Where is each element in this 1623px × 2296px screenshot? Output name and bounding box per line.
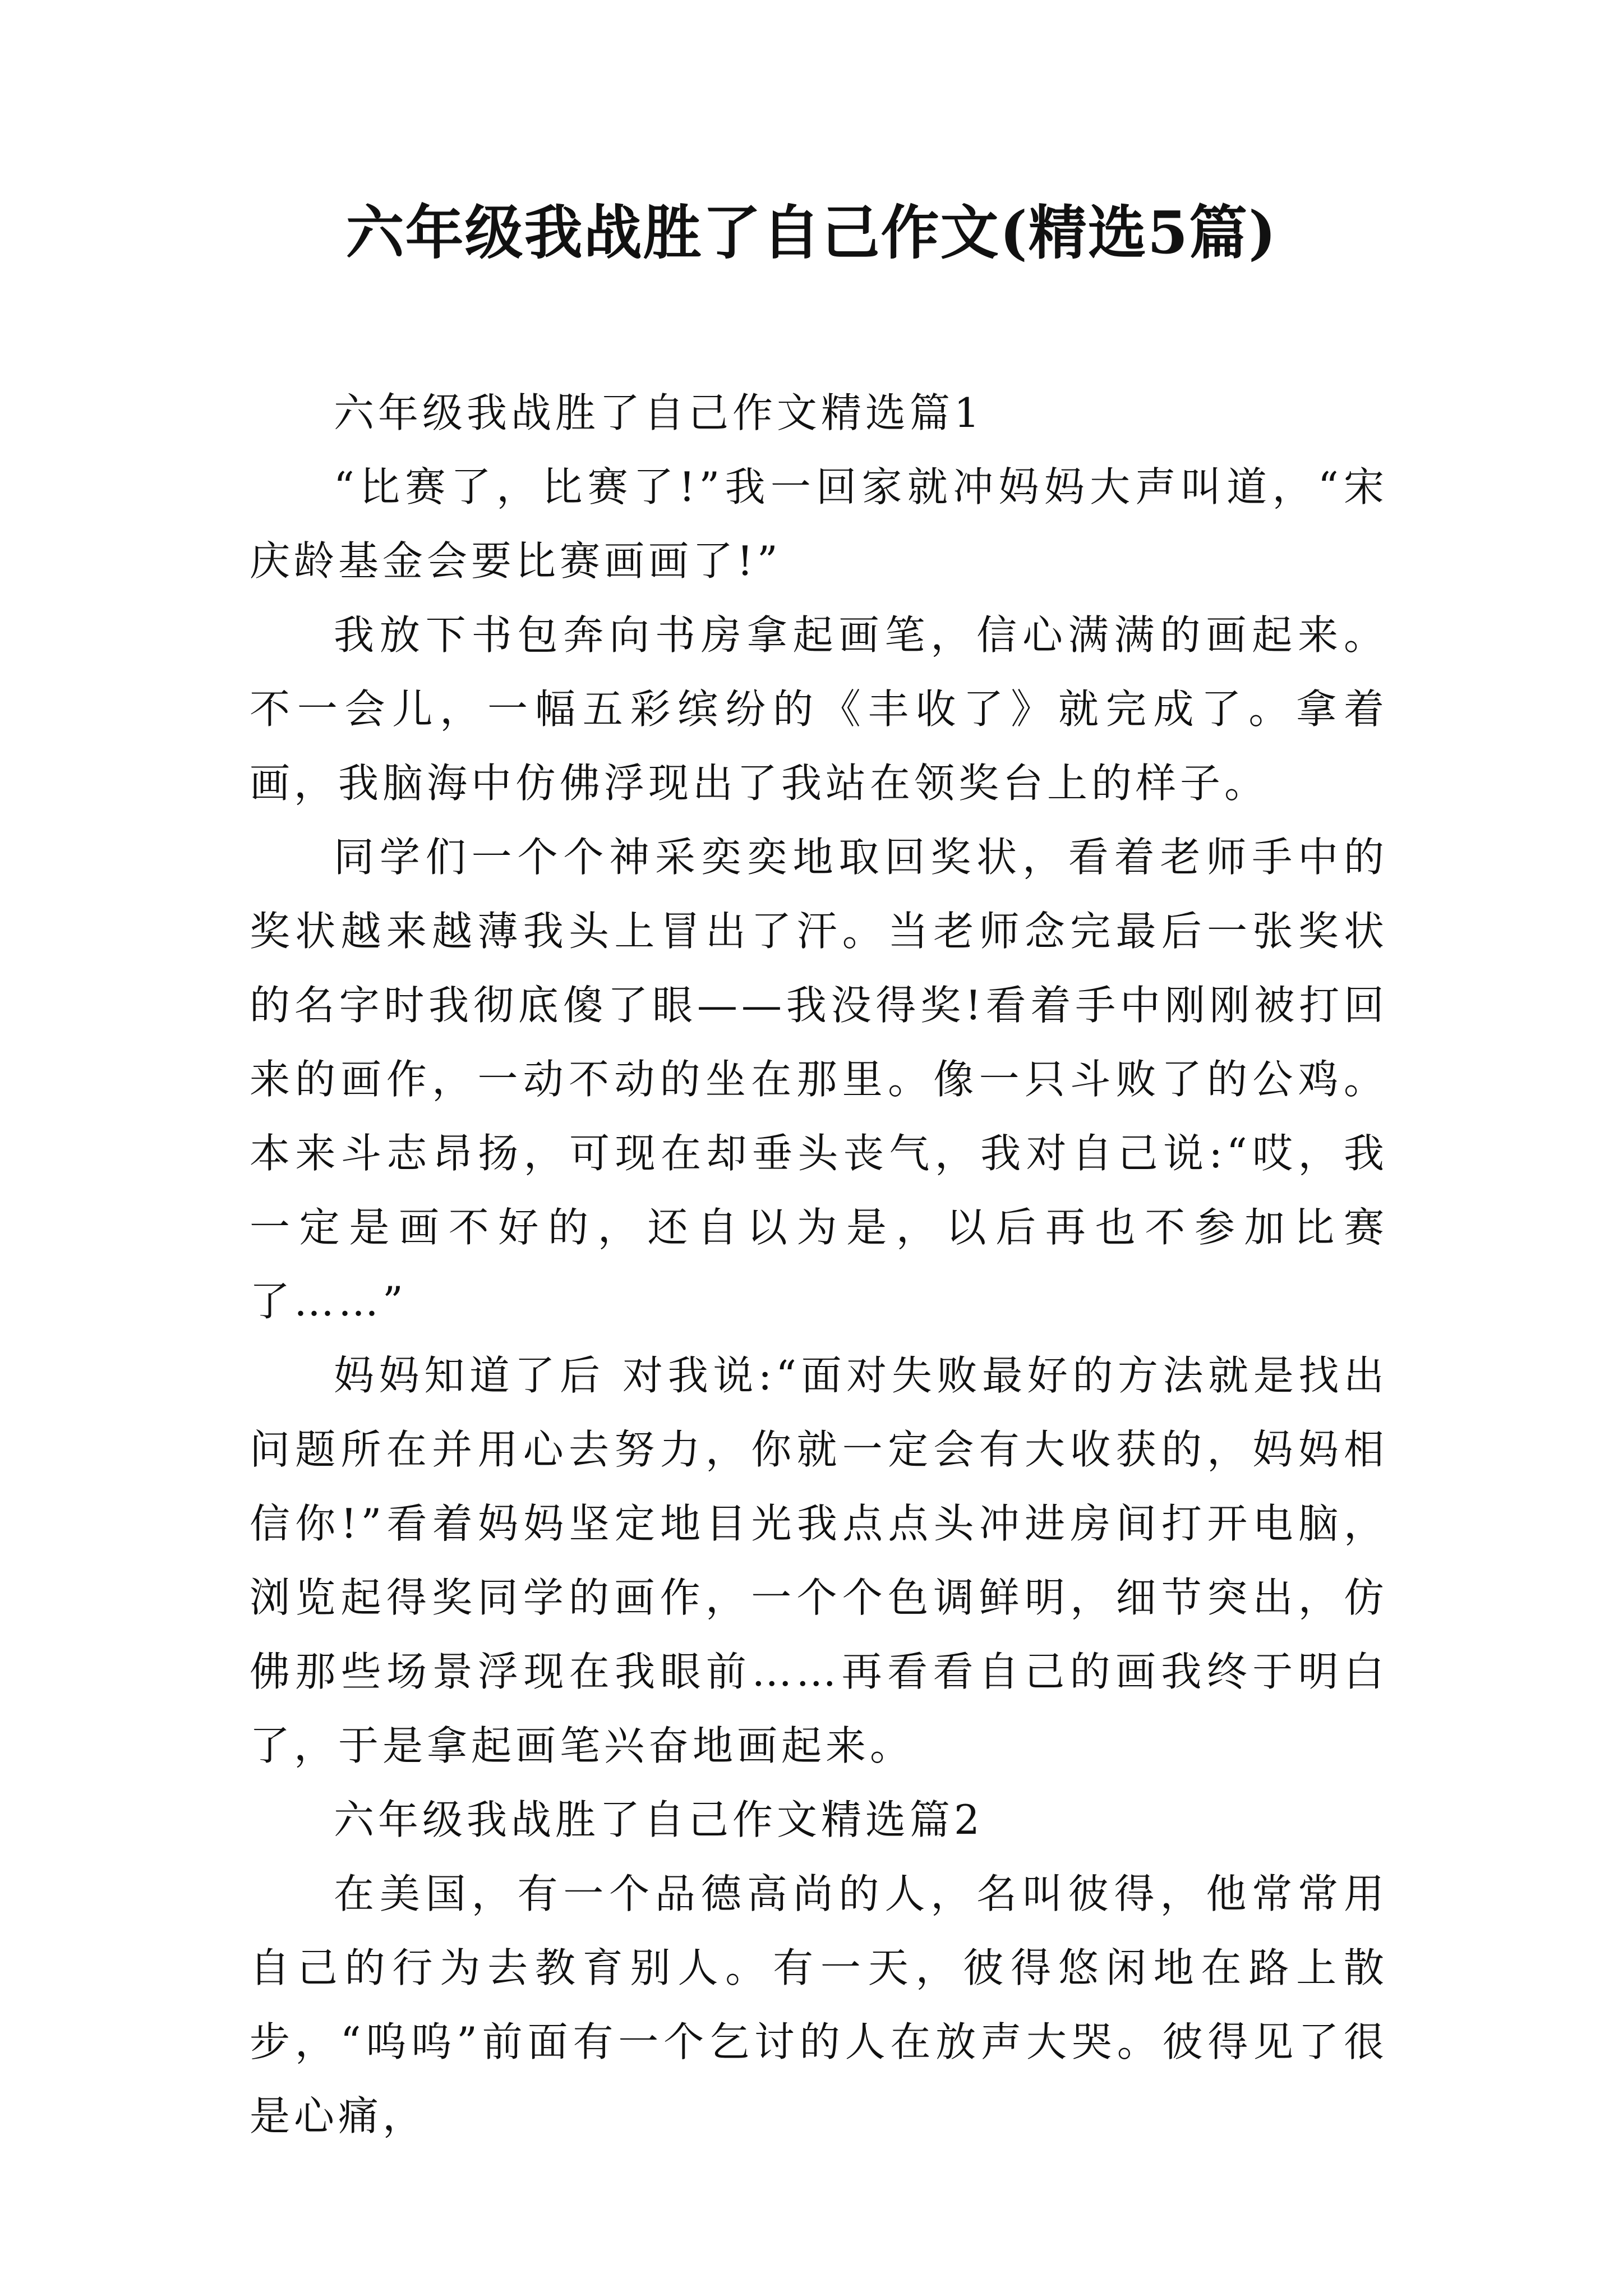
section-heading-1: 六年级我战胜了自己作文精选篇1	[334, 389, 984, 436]
paragraph: 我放下书包奔向书房拿起画笔，信心满满的画起来。不一会儿，一幅五彩缤纷的《丰收了》就完成了。拿着画，我脑海中仿佛浮现出了我站在领奖台上的样子。	[250, 611, 1388, 807]
paragraph: “比赛了，比赛了!”我一回家就冲妈妈大声叫道，“宋庆龄基金会要比赛画画了!”	[250, 463, 1388, 585]
document-body	[250, 376, 1388, 2153]
section-heading-2: 六年级我战胜了自己作文精选篇2	[334, 1796, 984, 1843]
document-title: 六年级我战胜了自己作文(精选5篇)	[345, 198, 1278, 267]
paragraph: 在美国，有一个品德高尚的人，名叫彼得，他常常用自己的行为去教育别人。有一天，彼得悠闲地在路上散步，“呜呜”前面有一个乞讨的人在放声大哭。彼得见了很是心痛，	[250, 1870, 1388, 2139]
paragraph: 同学们一个个神采奕奕地取回奖状，看着老师手中的奖状越来越薄我头上冒出了汗。当老师念完最后一张奖状的名字时我彻底傻了眼——我没得奖!看着手中刚刚被打回来的画作，一动不动的坐在那里。像一只斗败了的公鸡。本来斗志昂扬，可现在却垂头丧气，我对自己说:“哎，我一定是画不好的，还自以为是，以后再也不参加比赛了……”	[250, 834, 1388, 1325]
paragraph: 妈妈知道了后 对我说:“面对失败最好的方法就是找出问题所在并用心去努力，你就一定会有大收获的，妈妈相信你!”看着妈妈坚定地目光我点点头冲进房间打开电脑，浏览起得奖同学的画作，一个个色调鲜明，细节突出，仿佛那些场景浮现在我眼前……再看看自己的画我终于明白了，于是拿起画笔兴奋地画起来。	[250, 1352, 1388, 1769]
